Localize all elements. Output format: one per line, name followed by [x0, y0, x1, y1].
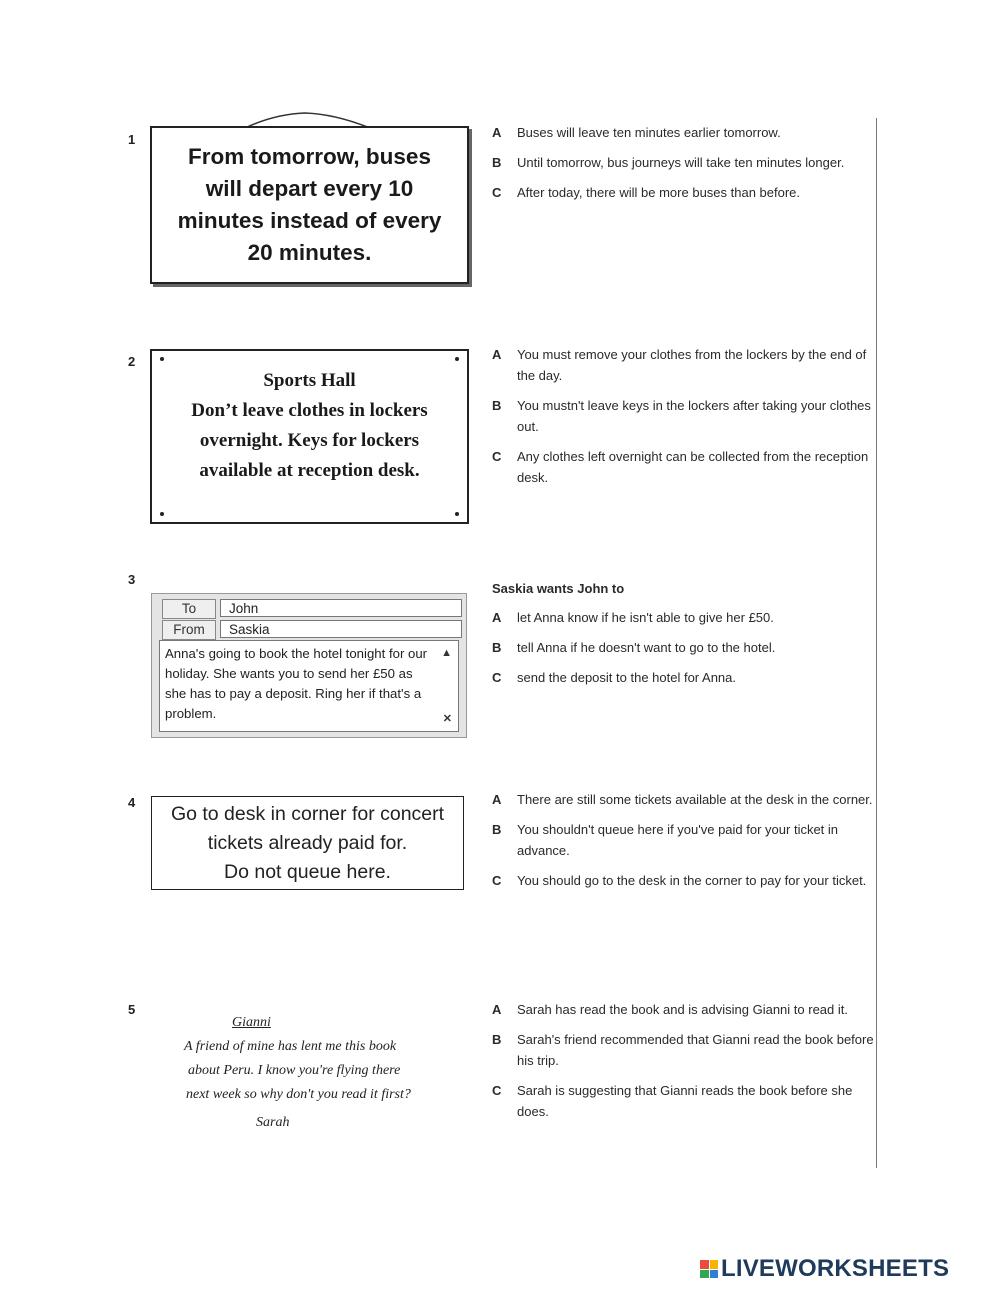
logo-square — [700, 1260, 709, 1269]
scroll-up-icon: ▲ — [441, 647, 452, 659]
screw-icon — [455, 357, 459, 361]
logo-square — [700, 1270, 709, 1279]
option-b[interactable] — [492, 637, 877, 658]
sign-line: will depart every 10 — [205, 176, 414, 201]
sign-line: Go to desk in corner for concert — [170, 803, 445, 825]
question-number-3: 3 — [128, 572, 136, 587]
option-b[interactable] — [492, 152, 877, 173]
screw-icon — [160, 357, 164, 361]
email-message — [151, 593, 467, 738]
options-q3 — [492, 578, 877, 697]
option-text: There are still some tickets available at the desk in the corner. — [517, 792, 873, 807]
sign-line: available at reception desk. — [199, 460, 420, 481]
option-letter: B — [492, 398, 502, 413]
note-line: next week so why don't you read it first? — [186, 1087, 411, 1102]
option-text: You mustn't leave keys in the lockers after taking your clothes out. — [517, 398, 871, 434]
option-c[interactable] — [492, 667, 877, 688]
option-letter: C — [492, 449, 502, 464]
sports-hall-sign — [150, 349, 469, 524]
option-letter: C — [492, 1083, 502, 1098]
option-c[interactable] — [492, 870, 877, 891]
option-text: Sarah is suggesting that Gianni reads the book before she does. — [517, 1083, 853, 1119]
note-line: A friend of mine has lent me this book — [184, 1039, 397, 1054]
option-letter: B — [492, 155, 502, 170]
option-c[interactable] — [492, 1080, 877, 1122]
sign-line: 20 minutes. — [247, 240, 372, 265]
options-q4 — [492, 789, 877, 900]
email-body-text: Anna's going to book the hotel tonight for our holiday. She wants you to send her £50 as she has to pay a deposit. Ring her if that's a problem. — [165, 646, 428, 721]
sign-line: tickets already paid for. — [207, 832, 408, 854]
email-from-field: Saskia — [220, 620, 462, 638]
options-q1 — [492, 122, 877, 212]
option-text: Buses will leave ten minutes earlier tomorrow. — [517, 125, 781, 140]
close-icon: ✕ — [442, 713, 452, 725]
option-a[interactable] — [492, 999, 877, 1020]
email-to-label: To — [162, 599, 216, 619]
option-letter: B — [492, 640, 502, 655]
sign-line: minutes instead of every — [177, 208, 442, 233]
question-number-2: 2 — [128, 354, 136, 369]
option-text: After today, there will be more buses than before. — [517, 185, 801, 200]
option-letter: B — [492, 1032, 502, 1047]
option-b[interactable] — [492, 395, 877, 437]
option-text: You shouldn't queue here if you've paid for your ticket in advance. — [517, 822, 839, 858]
question-lead: Saskia wants John to — [492, 581, 625, 596]
option-c[interactable] — [492, 182, 877, 203]
options-q5 — [492, 999, 877, 1131]
option-letter: A — [492, 610, 502, 625]
option-b[interactable] — [492, 1029, 877, 1071]
option-text: send the deposit to the hotel for Anna. — [517, 670, 736, 685]
option-text: Any clothes left overnight can be collected from the reception desk. — [517, 449, 869, 485]
option-text: Sarah's friend recommended that Gianni read the book before his trip. — [517, 1032, 874, 1068]
logo-square — [710, 1260, 719, 1269]
option-letter: A — [492, 347, 502, 362]
option-a[interactable] — [492, 789, 877, 810]
option-text: Until tomorrow, bus journeys will take ten minutes longer. — [517, 155, 845, 170]
option-a[interactable] — [492, 122, 877, 143]
option-letter: C — [492, 670, 502, 685]
email-body — [159, 640, 459, 732]
sign-line: Sports Hall — [263, 370, 356, 391]
logo-text: LIVEWORKSHEETS — [721, 1255, 950, 1282]
option-a[interactable] — [492, 607, 877, 628]
sign-line: Do not queue here. — [224, 861, 391, 883]
question-number-4: 4 — [128, 795, 136, 810]
screw-icon — [455, 512, 459, 516]
email-to-field: John — [220, 599, 462, 617]
option-text: tell Anna if he doesn't want to go to the hotel. — [517, 640, 776, 655]
option-letter: C — [492, 873, 502, 888]
option-text: You must remove your clothes from the lockers by the end of the day. — [517, 347, 867, 383]
screw-icon — [160, 512, 164, 516]
note-line: about Peru. I know you're flying there — [188, 1063, 401, 1078]
concert-tickets-sign — [151, 796, 464, 890]
note-signature: Sarah — [256, 1115, 290, 1130]
options-q2 — [492, 344, 877, 497]
option-a[interactable] — [492, 344, 877, 386]
sign-line: Don’t leave clothes in lockers — [191, 400, 428, 421]
option-letter: A — [492, 1002, 502, 1017]
logo-grid-icon — [700, 1260, 718, 1278]
sign-line: overnight. Keys for lockers — [199, 430, 420, 451]
option-c[interactable] — [492, 446, 877, 488]
option-letter: A — [492, 125, 502, 140]
sign-line: From tomorrow, buses — [188, 144, 431, 169]
email-from-label: From — [162, 620, 216, 640]
bus-notice-sign — [150, 126, 469, 284]
option-b[interactable] — [492, 819, 877, 861]
question-number-5: 5 — [128, 1002, 136, 1017]
logo-square — [710, 1270, 719, 1279]
option-letter: B — [492, 822, 502, 837]
option-letter: C — [492, 185, 502, 200]
option-letter: A — [492, 792, 502, 807]
option-text: Sarah has read the book and is advising Gianni to read it. — [517, 1002, 848, 1017]
liveworksheets-logo[interactable] — [700, 1255, 949, 1283]
question-number-1: 1 — [128, 132, 136, 147]
handwritten-note — [170, 993, 440, 1143]
option-text: let Anna know if he isn't able to give her £50. — [517, 610, 774, 625]
note-recipient: Gianni — [232, 1015, 271, 1030]
option-text: You should go to the desk in the corner to pay for your ticket. — [517, 873, 867, 888]
